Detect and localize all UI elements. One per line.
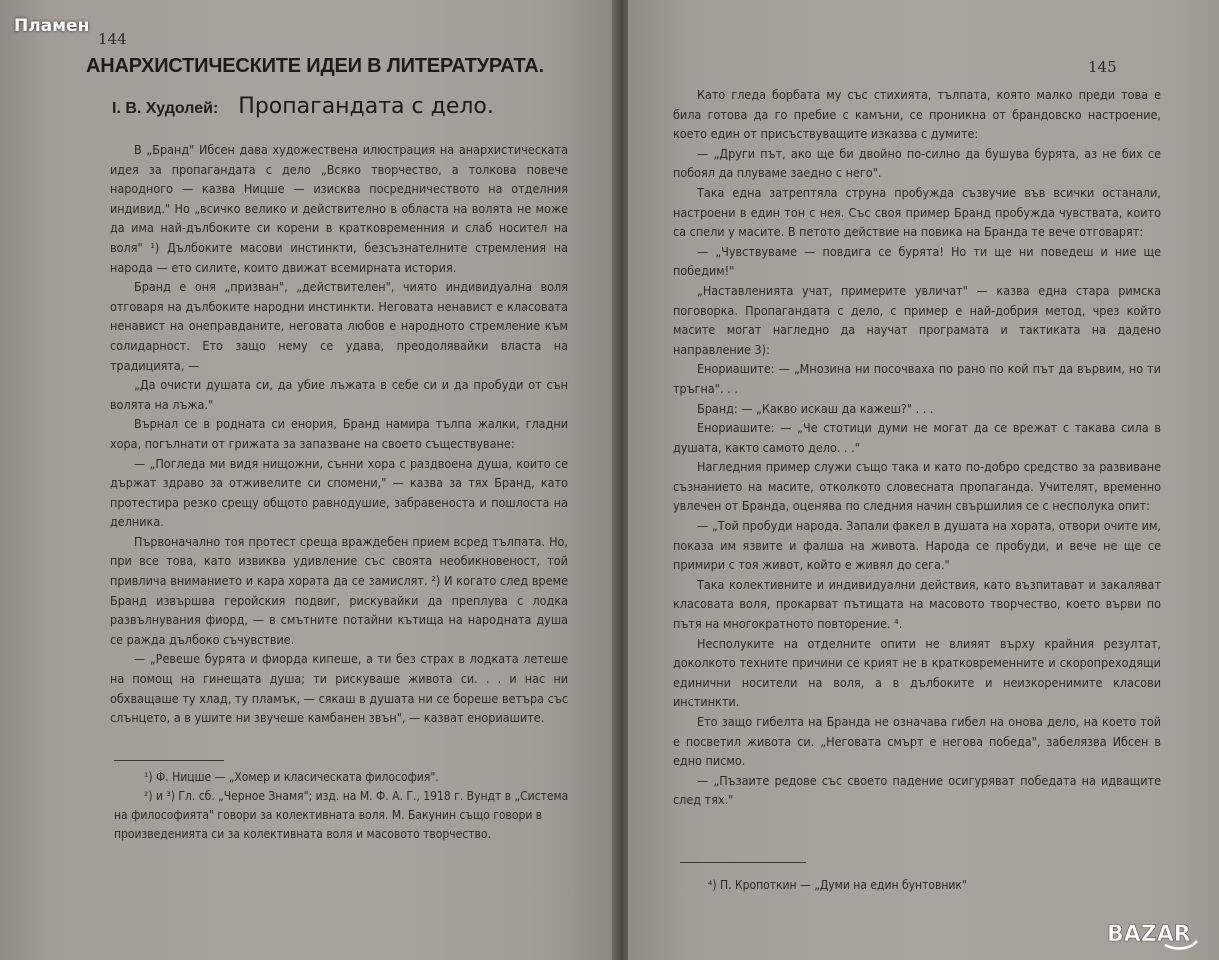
page-number-right: 145 bbox=[1088, 58, 1117, 76]
paragraph: Така колективните и индивидуални действия, като възпитават и закаляват класовата воля, прокарват пътищата на масовото творчество, което върви по пътя на многократното повторение. ⁴. bbox=[673, 576, 1161, 632]
quote-paragraph: „Да очисти душата си, да убие лъжата в себе си и да пробуди от сън волята на лъжа." bbox=[110, 377, 568, 412]
article-author: І. В. Худолей: bbox=[112, 100, 219, 117]
bazar-logo bbox=[1105, 914, 1209, 952]
footnote: ¹) Ф. Ницше — „Хомер и класическата философия". bbox=[144, 770, 439, 784]
paragraph: В „Бранд" Ибсен дава художествена илюстрация на анархистическата идея за пропагандата с дело „Всяко творчество, а толкова повече народного — казва Ницше — изисква посредничеството на отделния индивид." Но „всичко велико и действително в областа на волята не може да има най-дълбоките си корени в кратковременния и слаб носител на воля" ¹) Дълбоките масови инстинкти, безсъзнателните стремления на народа — ето силите, които движат всемирната история. bbox=[110, 142, 568, 275]
quote-paragraph: — „Той пробуди народа. Запали факел в душата на хората, отвори очите им, показа им язвите и фалша на живота. Народа се пробуди, и вече не ще се примири с тоя живот, който е живял до сега." bbox=[673, 518, 1161, 573]
paragraph: „Наставленията учат, примерите увличат" — казва една стара римска поговорка. Пропагандата с дело, с пример е най-добрия метод, чрез който масите могат нагледно да научат програмата и тактиката на дадено направление 3): bbox=[673, 282, 1161, 357]
right-page-body bbox=[673, 85, 1161, 810]
quote-paragraph: — „Погледа ми видя нищожни, сънни хора с раздвоена душа, които се държат здраво за отживелите си спомени," — казва за тях Бранд, като протестира резко срещу общото равнодушие, забравеноста и пошлоста на делника. bbox=[110, 455, 568, 530]
right-footnotes bbox=[708, 876, 1128, 895]
footnote-divider bbox=[680, 862, 806, 863]
quote-paragraph: — „Ревеше бурята и фиорда кипеше, а ти без страх в лодката летеше на помощ на гинещата душа; ти рискуваше живота си. . . и нас ни обхващаше ту хлад, ту пламък, — сякаш в душата ни се бореше ветъра със слънцето, а в ушите ни звучеше камбанен звън", — казват енориашите. bbox=[110, 651, 568, 726]
quote-paragraph: — „Чувствуваме — повдига се бурята! Но ти ще ни поведеш и ние ще победим!" bbox=[673, 243, 1161, 279]
dialogue-line: Енориашите: — „Мнозина ни посочваха по рано по кой път да вървим, но ти тръгна". . . bbox=[673, 361, 1161, 396]
quote-paragraph: — „Пъзаите редове със своето падение осигуряват победата на идващите след тях." bbox=[673, 772, 1161, 808]
paragraph: Върнал се в родната си енория, Бранд намира тълпа жалки, гладни хора, погълнати от грижата за запазване на своето съществуване: bbox=[110, 416, 568, 451]
footnote: ²) и ³) Гл. сб. „Черное Знамя"; изд. на М. Ф. А. Г., 1918 г. Вундт в „Система на философията" говори за колективната воля. М. Бакунин също говори в произведенията си за колективната воля и масовото творчество. bbox=[114, 789, 569, 841]
footnote-divider bbox=[114, 760, 224, 761]
paragraph: Бранд е оня „призван", „действителен", чиято индивидуална воля отговаря на дълбоките народни инстинкти. Неговата ненавист е класовата ненавист на онеправданите, неговата любов е народното стремление към солидарност. Ето защо нему се удава, преодолявайки власта на традицията, — bbox=[110, 279, 568, 373]
paragraph: Нагледния пример служи също така и като по-добро средство за развиване съзнанието на масите, отколкото словесната пропаганда. Учителят, временно увлечен от Бранда, оценява по следния начин свършилия се с несполука опит: bbox=[673, 459, 1161, 514]
paragraph: Като гледа борбата му със стихията, тълпата, която малко преди това е била готова да го пребие с камъни, се проникна от брандовско настроение, което един от присъствуващите изказва с думите: bbox=[673, 87, 1161, 142]
dialogue-line: Енориашите: — „Че стотици думи не могат да се врежат с такава сила в душата, както самото дело. . ." bbox=[673, 420, 1161, 455]
right-page bbox=[628, 0, 1219, 960]
seller-watermark: Пламен bbox=[14, 16, 90, 36]
footnote: ⁴) П. Кропоткин — „Думи на един бунтовник" bbox=[708, 878, 967, 892]
quote-paragraph: — „Други път, ако ще би двойно по-силно да бушува бурята, аз не бих се побоял да плуваме заедно с него". bbox=[673, 145, 1161, 181]
section-headline: АНАРХИСТИЧЕСКИТЕ ИДЕИ В ЛИТЕРАТУРАТА. bbox=[86, 55, 544, 77]
page-number-left: 144 bbox=[98, 30, 127, 48]
paragraph: Така една затрептяла струна пробужда съзвучие във всички останали, настроени в един тон с нея. Със своя пример Бранд пробужда чувствата, които са спели у масите. В петото действие на повика на Бранда те вече отговарят: bbox=[673, 184, 1161, 240]
paragraph: Несполуките на отделните опити не влияят върху крайния резултат, доколкото техните причини се крият не в кратковременните и скоропреходящи единични носители на воля, а в дълбоките и неизкоренимите класови инстинкти. bbox=[673, 635, 1161, 710]
left-footnotes bbox=[114, 768, 570, 844]
paragraph: Ето защо гибелта на Бранда не означава гибел на онова дело, на което той е посветил живота си. „Неговата смърт е негова победа", забелязва Ибсен в едно писмо. bbox=[673, 714, 1161, 769]
dialogue-line: Бранд: — „Какво искаш да кажеш?" . . . bbox=[697, 400, 934, 416]
byline bbox=[112, 94, 494, 119]
logo-text: BAZAR bbox=[1107, 922, 1191, 947]
left-page-body bbox=[110, 140, 568, 728]
paragraph: Първоначално тоя протест среща враждебен прием всред тълпата. Но, при все това, като извиква удивление със своята необикновеност, той привлича вниманието и кара хората да се замислят. ²) И когато след време Бранд извършва геройския подвиг, рискувайки да преплува с лодка развълнувания фиорд, — в смътните потайни кътища на народната душа се ражда дълбоко съчувствие. bbox=[110, 533, 568, 647]
article-title: Пропагандата с дело. bbox=[238, 94, 494, 119]
